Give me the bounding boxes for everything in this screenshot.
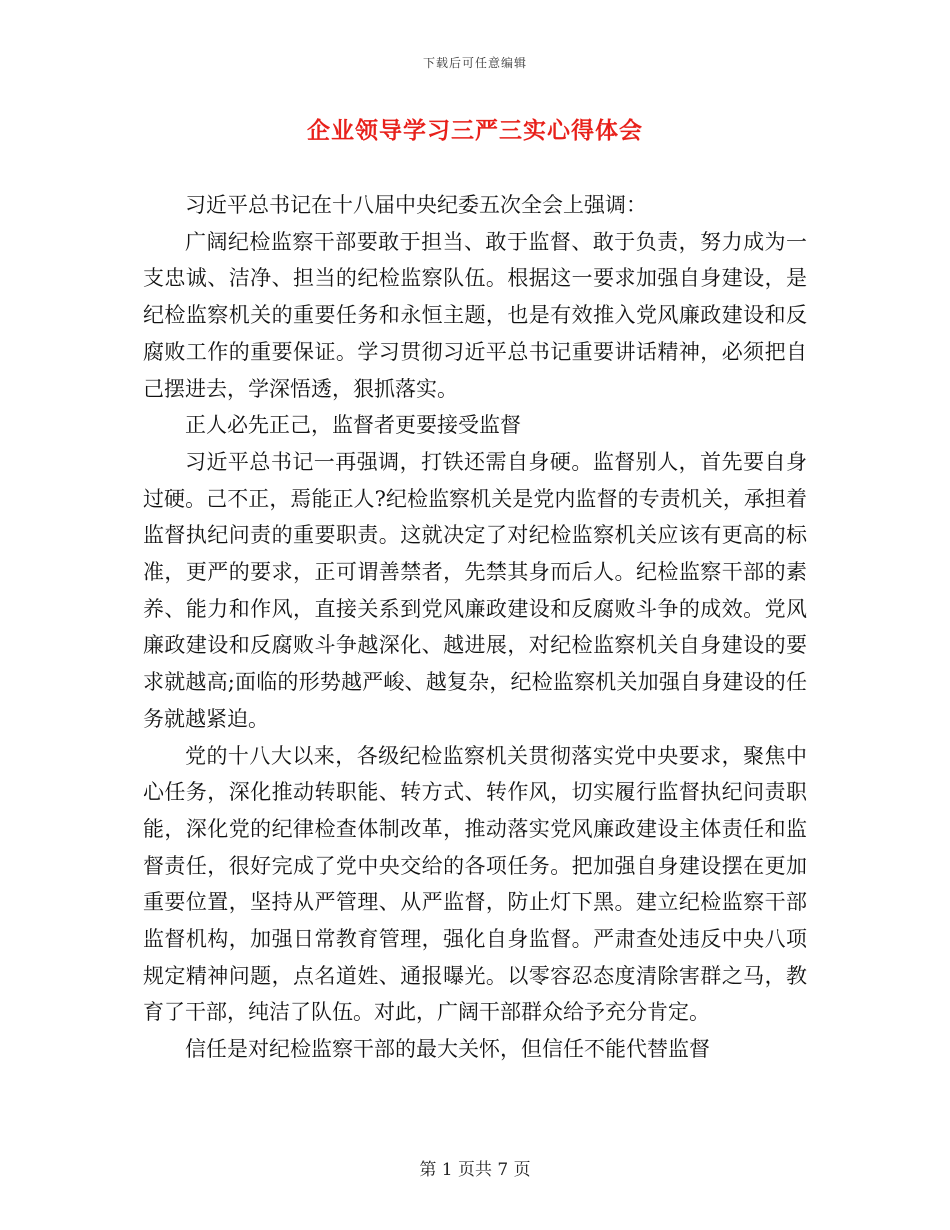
page-number: 第 1 页共 7 页: [419, 1160, 531, 1180]
header-note: 下载后可任意编辑: [422, 56, 527, 70]
document-title: 企业领导学习三严三实心得体会: [307, 117, 643, 144]
paragraph-subheading: 正人必先正己，监督者更要接受监督: [185, 413, 521, 438]
paragraph: 习近平总书记一再强调，打铁还需自身硬。监督别人，首先要自身过硬。己不正，焉能正人?纪检监察机关是党内监督的专责机关，承担着监督执纪问责的重要职责。这就决定了对纪检监察机关应该有更高的标准，更严的要求，正可谓善禁者，先禁其身而后人。纪检监察干部的素养、能力和作风，直接关系到党风廉政建设和反腐败斗争的成效。党风廉政建设和反腐败斗争越深化、越进展，对纪检监察机关自身建设的要求就越高;面临的形势越严峻、越复杂，纪检监察机关加强自身建设的任务就越紧迫。: [143, 449, 807, 731]
paragraph-subheading: 信任是对纪检监察干部的最大关怀，但信任不能代替监督: [185, 1037, 710, 1062]
paragraph: 广阔纪检监察干部要敢于担当、敢于监督、敢于负责，努力成为一支忠诚、洁净、担当的纪检监察队伍。根据这一要求加强自身建设，是纪检监察机关的重要任务和永恒主题，也是有效推入党风廉政建设和反腐败工作的重要保证。学习贯彻习近平总书记重要讲话精神，必须把自己摆进去，学深悟透，狠抓落实。: [143, 229, 807, 401]
paragraph: 党的十八大以来，各级纪检监察机关贯彻落实党中央要求，聚焦中心任务，深化推动转职能、转方式、转作风，切实履行监督执纪问责职能，深化党的纪律检查体制改革，推动落实党风廉政建设主体责任和监督责任，很好完成了党中央交给的各项任务。把加强自身建设摆在更加重要位置，坚持从严管理、从严监督，防止灯下黑。建立纪检监察干部监督机构，加强日常教育管理，强化自身监督。严肃查处违反中央八项规定精神问题，点名道姓、通报曝光。以零容忍态度清除害群之马，教育了干部，纯洁了队伍。对此，广阔干部群众给予充分肯定。: [143, 743, 807, 1025]
document-body: [143, 187, 807, 1068]
paragraph: 习近平总书记在十八届中央纪委五次全会上强调：: [185, 193, 647, 217]
